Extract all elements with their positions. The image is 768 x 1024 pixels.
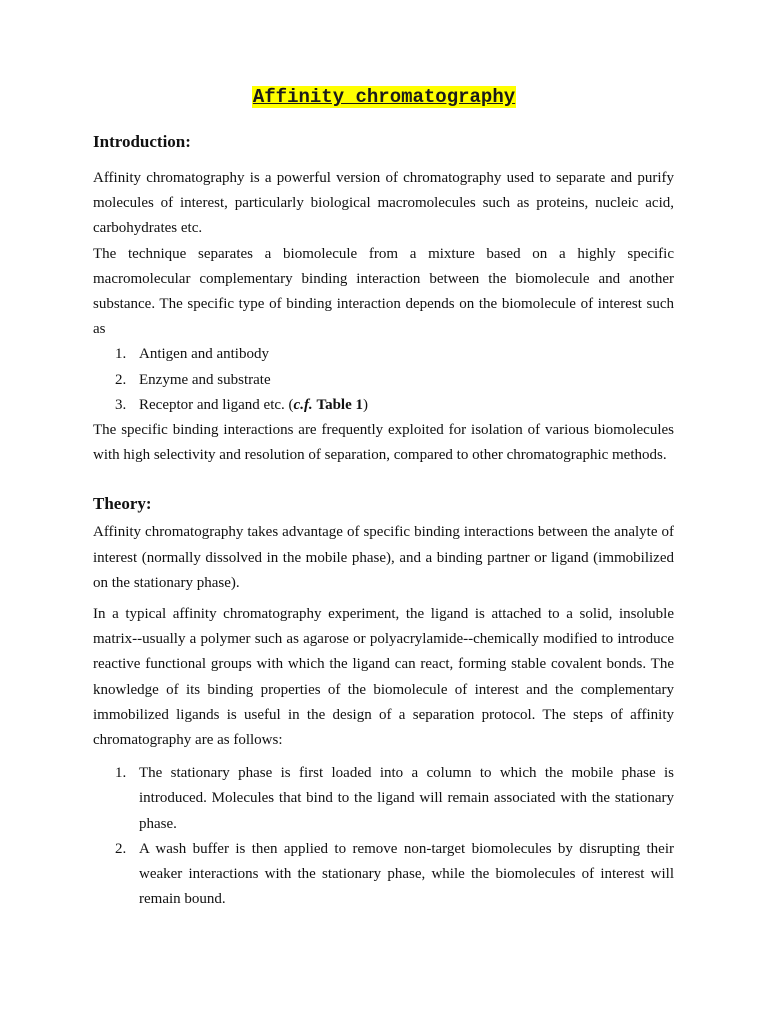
cf-abbreviation: c.f. bbox=[293, 396, 313, 413]
table-reference: Table 1 bbox=[316, 396, 363, 413]
list-item-text: A wash buffer is then applied to remove non-target biomolecules by disrupting their weaker interactions with the stationary phase, while the biomolecules of interest will remain bound. bbox=[139, 840, 674, 908]
list-item-number: 2. bbox=[115, 371, 127, 388]
theory-paragraph-1: Affinity chromatography takes advantage of specific binding interactions between the analyte of interest (normally dissolved in the mobile phase), and a binding partner or ligand (immobilized on the stationary phase). bbox=[93, 524, 674, 591]
list-item-text: The stationary phase is first loaded into a column to which the mobile phase is introduced. Molecules that bind to the ligand will remain associated with the stationary phase. bbox=[139, 765, 674, 832]
theory-heading: Theory: bbox=[93, 494, 152, 514]
document-body bbox=[93, 130, 674, 912]
page-title: Affinity chromatography bbox=[252, 86, 516, 108]
list-item bbox=[93, 368, 674, 393]
list-item-number: 2. bbox=[115, 840, 127, 857]
list-item bbox=[93, 393, 674, 418]
list-item-text: Receptor and ligand etc. ( bbox=[139, 396, 294, 413]
introduction-paragraph-3: The specific binding interactions are frequently exploited for isolation of various biomolecules with high selectivity and resolution of separation, compared to other chromatographic methods. bbox=[93, 422, 674, 464]
list-item bbox=[93, 837, 674, 913]
steps-list bbox=[93, 761, 674, 912]
list-item-number: 1. bbox=[115, 346, 127, 363]
list-item-number: 1. bbox=[115, 765, 127, 782]
list-item-text: Enzyme and substrate bbox=[139, 371, 271, 388]
list-item-text: Antigen and antibody bbox=[139, 346, 269, 363]
title-container bbox=[0, 86, 768, 108]
binding-types-list bbox=[93, 342, 674, 418]
list-item bbox=[93, 761, 674, 837]
closing-parenthesis: ) bbox=[362, 396, 368, 413]
list-item bbox=[93, 342, 674, 367]
list-item-number: 3. bbox=[115, 396, 127, 413]
theory-paragraph-2: In a typical affinity chromatography experiment, the ligand is attached to a solid, insoluble matrix--usually a polymer such as agarose or polyacrylamide--chemically modified to introduce reactive functional groups with which the ligand can react, forming stable covalent bonds. The knowledge of its binding properties of the biomolecule of interest and the complementary immobilized ligands is useful in the design of a separation protocol. The steps of affinity chromatography are as follows: bbox=[93, 606, 674, 749]
introduction-paragraph-1: Affinity chromatography is a powerful version of chromatography used to separate and purify molecules of interest, particularly biological macromolecules such as proteins, nucleic acid, carbohydrates etc. bbox=[93, 170, 674, 237]
introduction-paragraph-2: The technique separates a biomolecule from a mixture based on a highly specific macromolecular complementary binding interaction between the biomolecule and another substance. The specific type of binding interaction depends on the biomolecule of interest such as bbox=[93, 245, 674, 338]
introduction-heading: Introduction: bbox=[93, 132, 191, 151]
